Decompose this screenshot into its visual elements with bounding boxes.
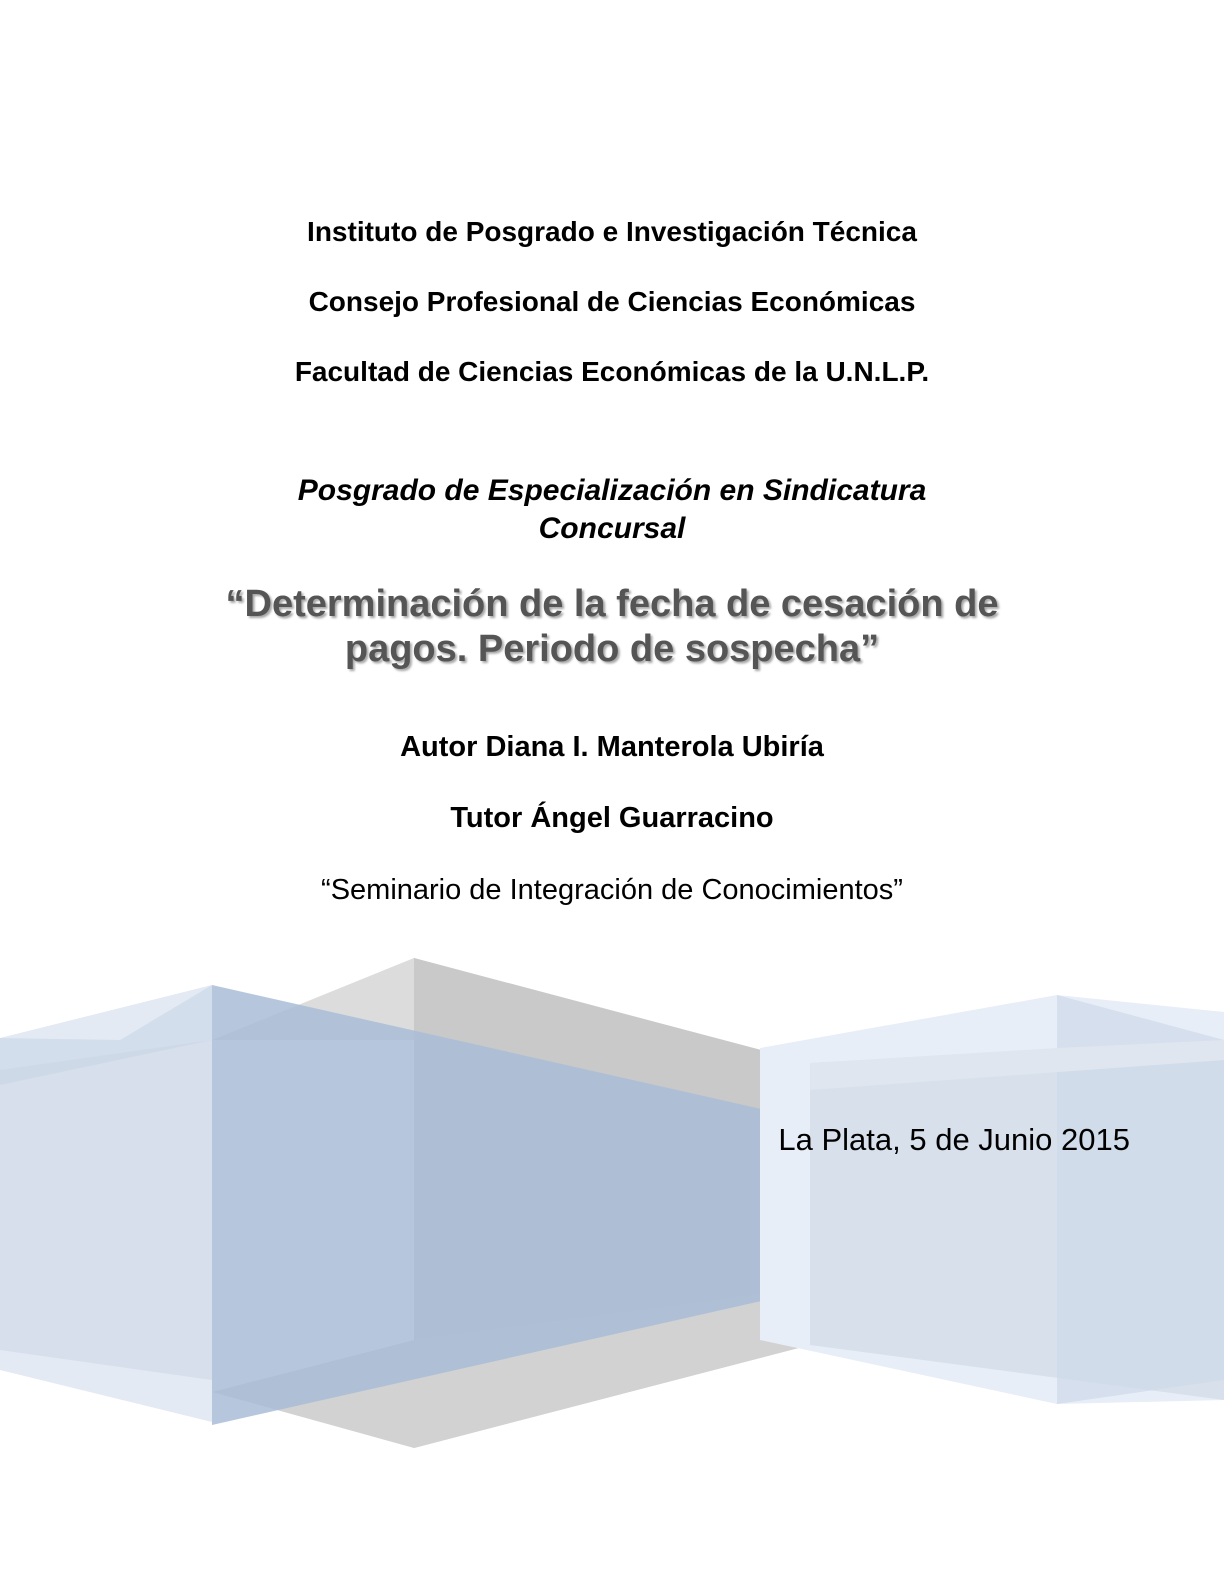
thesis-title xyxy=(0,582,1224,672)
seminar-name: “Seminario de Integración de Conocimientos” xyxy=(321,874,903,906)
institution-name-2: Consejo Profesional de Ciencias Económicas xyxy=(308,286,916,317)
place-and-date: La Plata, 5 de Junio 2015 xyxy=(778,1122,1130,1157)
institution-name-3: Facultad de Ciencias Económicas de la U.N.L.P. xyxy=(294,356,930,387)
author-name: Autor Diana I. Manterola Ubiría xyxy=(400,731,824,763)
tutor-name: Tutor Ángel Guarracino xyxy=(450,802,774,834)
institution-name-1: Instituto de Posgrado e Investigación Técnica xyxy=(307,216,917,247)
program-title-line-2: Concursal xyxy=(538,512,686,545)
program-title-line-1: Posgrado de Especialización en Sindicatura xyxy=(297,474,927,507)
band-left-light xyxy=(0,1040,212,1380)
program-title xyxy=(0,472,1224,548)
thesis-title-line-1: “Determinación de la fecha de cesación de xyxy=(225,583,999,625)
thesis-title-line-2: pagos. Periodo de sospecha” xyxy=(344,628,880,670)
